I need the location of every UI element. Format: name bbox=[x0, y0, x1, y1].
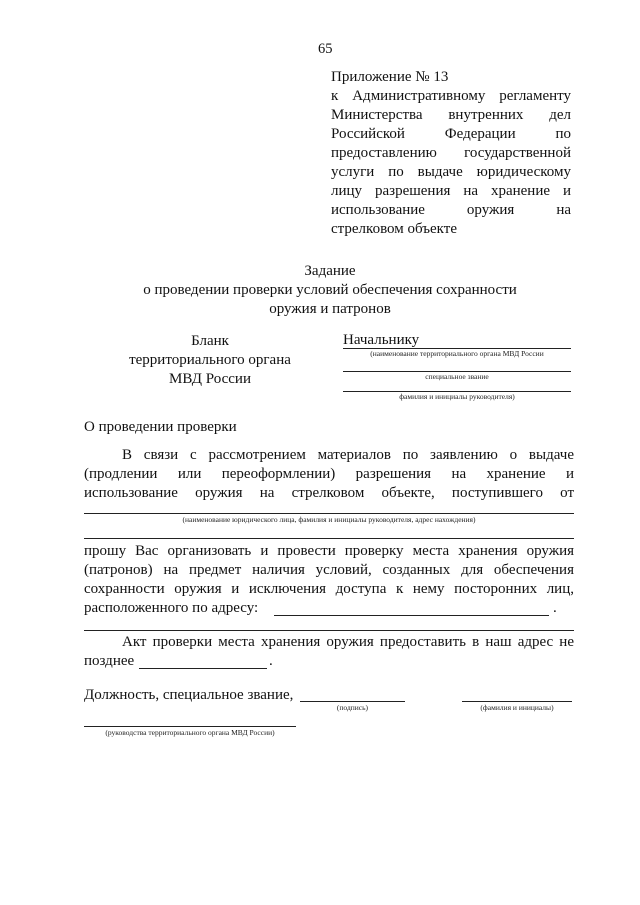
address-row bbox=[84, 599, 574, 618]
blank-line: Бланк bbox=[191, 333, 229, 349]
head-line[interactable] bbox=[84, 726, 296, 727]
deadline-row bbox=[84, 652, 574, 671]
subject-line: О проведении проверки bbox=[84, 419, 237, 435]
blank-line: территориального органа bbox=[129, 352, 291, 368]
addressee-caption: специальное звание bbox=[425, 372, 489, 381]
heading-line: оружия и патронов bbox=[269, 301, 391, 317]
applicant-caption: (наименование юридического лица, фамилия и инициалы руководителя, адрес нахождения) bbox=[182, 515, 476, 524]
blank-line: МВД России bbox=[169, 371, 251, 387]
name-caption: (фамилия и инициалы) bbox=[480, 703, 554, 712]
name-line[interactable] bbox=[462, 701, 572, 702]
address-label: расположенного по адресу: bbox=[84, 600, 259, 616]
appendix-line: услуги по выдаче юридическому bbox=[331, 164, 571, 180]
appendix-block bbox=[331, 68, 571, 239]
body-line: (патронов) на предмет наличия условий, созданных для обеспечения bbox=[84, 562, 574, 578]
paragraph-request bbox=[84, 446, 574, 503]
position-label: Должность, специальное звание, bbox=[84, 687, 294, 703]
heading-title: Задание bbox=[304, 263, 356, 279]
body-line: (продлении или переоформлении) разрешения на хранение и bbox=[84, 466, 574, 482]
blank-block bbox=[110, 332, 310, 389]
address-line-2[interactable] bbox=[84, 630, 574, 631]
document-heading bbox=[100, 262, 560, 319]
paragraph-inspection bbox=[84, 542, 574, 618]
deadline-field-line[interactable] bbox=[139, 668, 267, 669]
addressee-to: Начальнику bbox=[343, 332, 420, 348]
appendix-line: стрелковом объекте bbox=[331, 221, 457, 237]
appendix-line: к Административному регламенту bbox=[331, 88, 571, 104]
appendix-title: Приложение № 13 bbox=[331, 69, 449, 85]
signature-caption: (подпись) bbox=[336, 703, 369, 712]
page-number: 65 bbox=[318, 41, 333, 57]
body-line: В связи с рассмотрением материалов по заявлению о выдаче bbox=[122, 447, 574, 463]
applicant-line-2[interactable] bbox=[84, 538, 574, 539]
paragraph-deadline bbox=[84, 633, 574, 671]
appendix-line: предоставлению государственной bbox=[331, 145, 571, 161]
address-period: . bbox=[553, 600, 557, 616]
body-line: прошу Вас организовать и провести проверку места хранения оружия bbox=[84, 543, 574, 559]
address-field-line[interactable] bbox=[274, 615, 549, 616]
signature-line[interactable] bbox=[300, 701, 405, 702]
addressee-caption: фамилия и инициалы руководителя) bbox=[399, 392, 515, 401]
head-caption: (руководства территориального органа МВД России) bbox=[105, 728, 275, 737]
appendix-line: использование оружия на bbox=[331, 202, 571, 218]
appendix-line: Российской Федерации по bbox=[331, 126, 571, 142]
applicant-line[interactable] bbox=[84, 513, 574, 514]
body-line: сохранности оружия и исключения доступа к нему посторонних лиц, bbox=[84, 581, 574, 597]
appendix-line: лицу разрешения на хранение и bbox=[331, 183, 571, 199]
deadline-label: позднее bbox=[84, 653, 135, 669]
heading-line: о проведении проверки условий обеспечения сохранности bbox=[143, 282, 517, 298]
body-line: Акт проверки места хранения оружия предоставить в наш адрес не bbox=[122, 634, 574, 650]
body-line: использование оружия на стрелковом объекте, поступившего от bbox=[84, 485, 574, 501]
appendix-line: Министерства внутренних дел bbox=[331, 107, 571, 123]
deadline-period: . bbox=[269, 653, 273, 669]
addressee-caption: (наименование территориального органа МВД России bbox=[370, 349, 544, 358]
